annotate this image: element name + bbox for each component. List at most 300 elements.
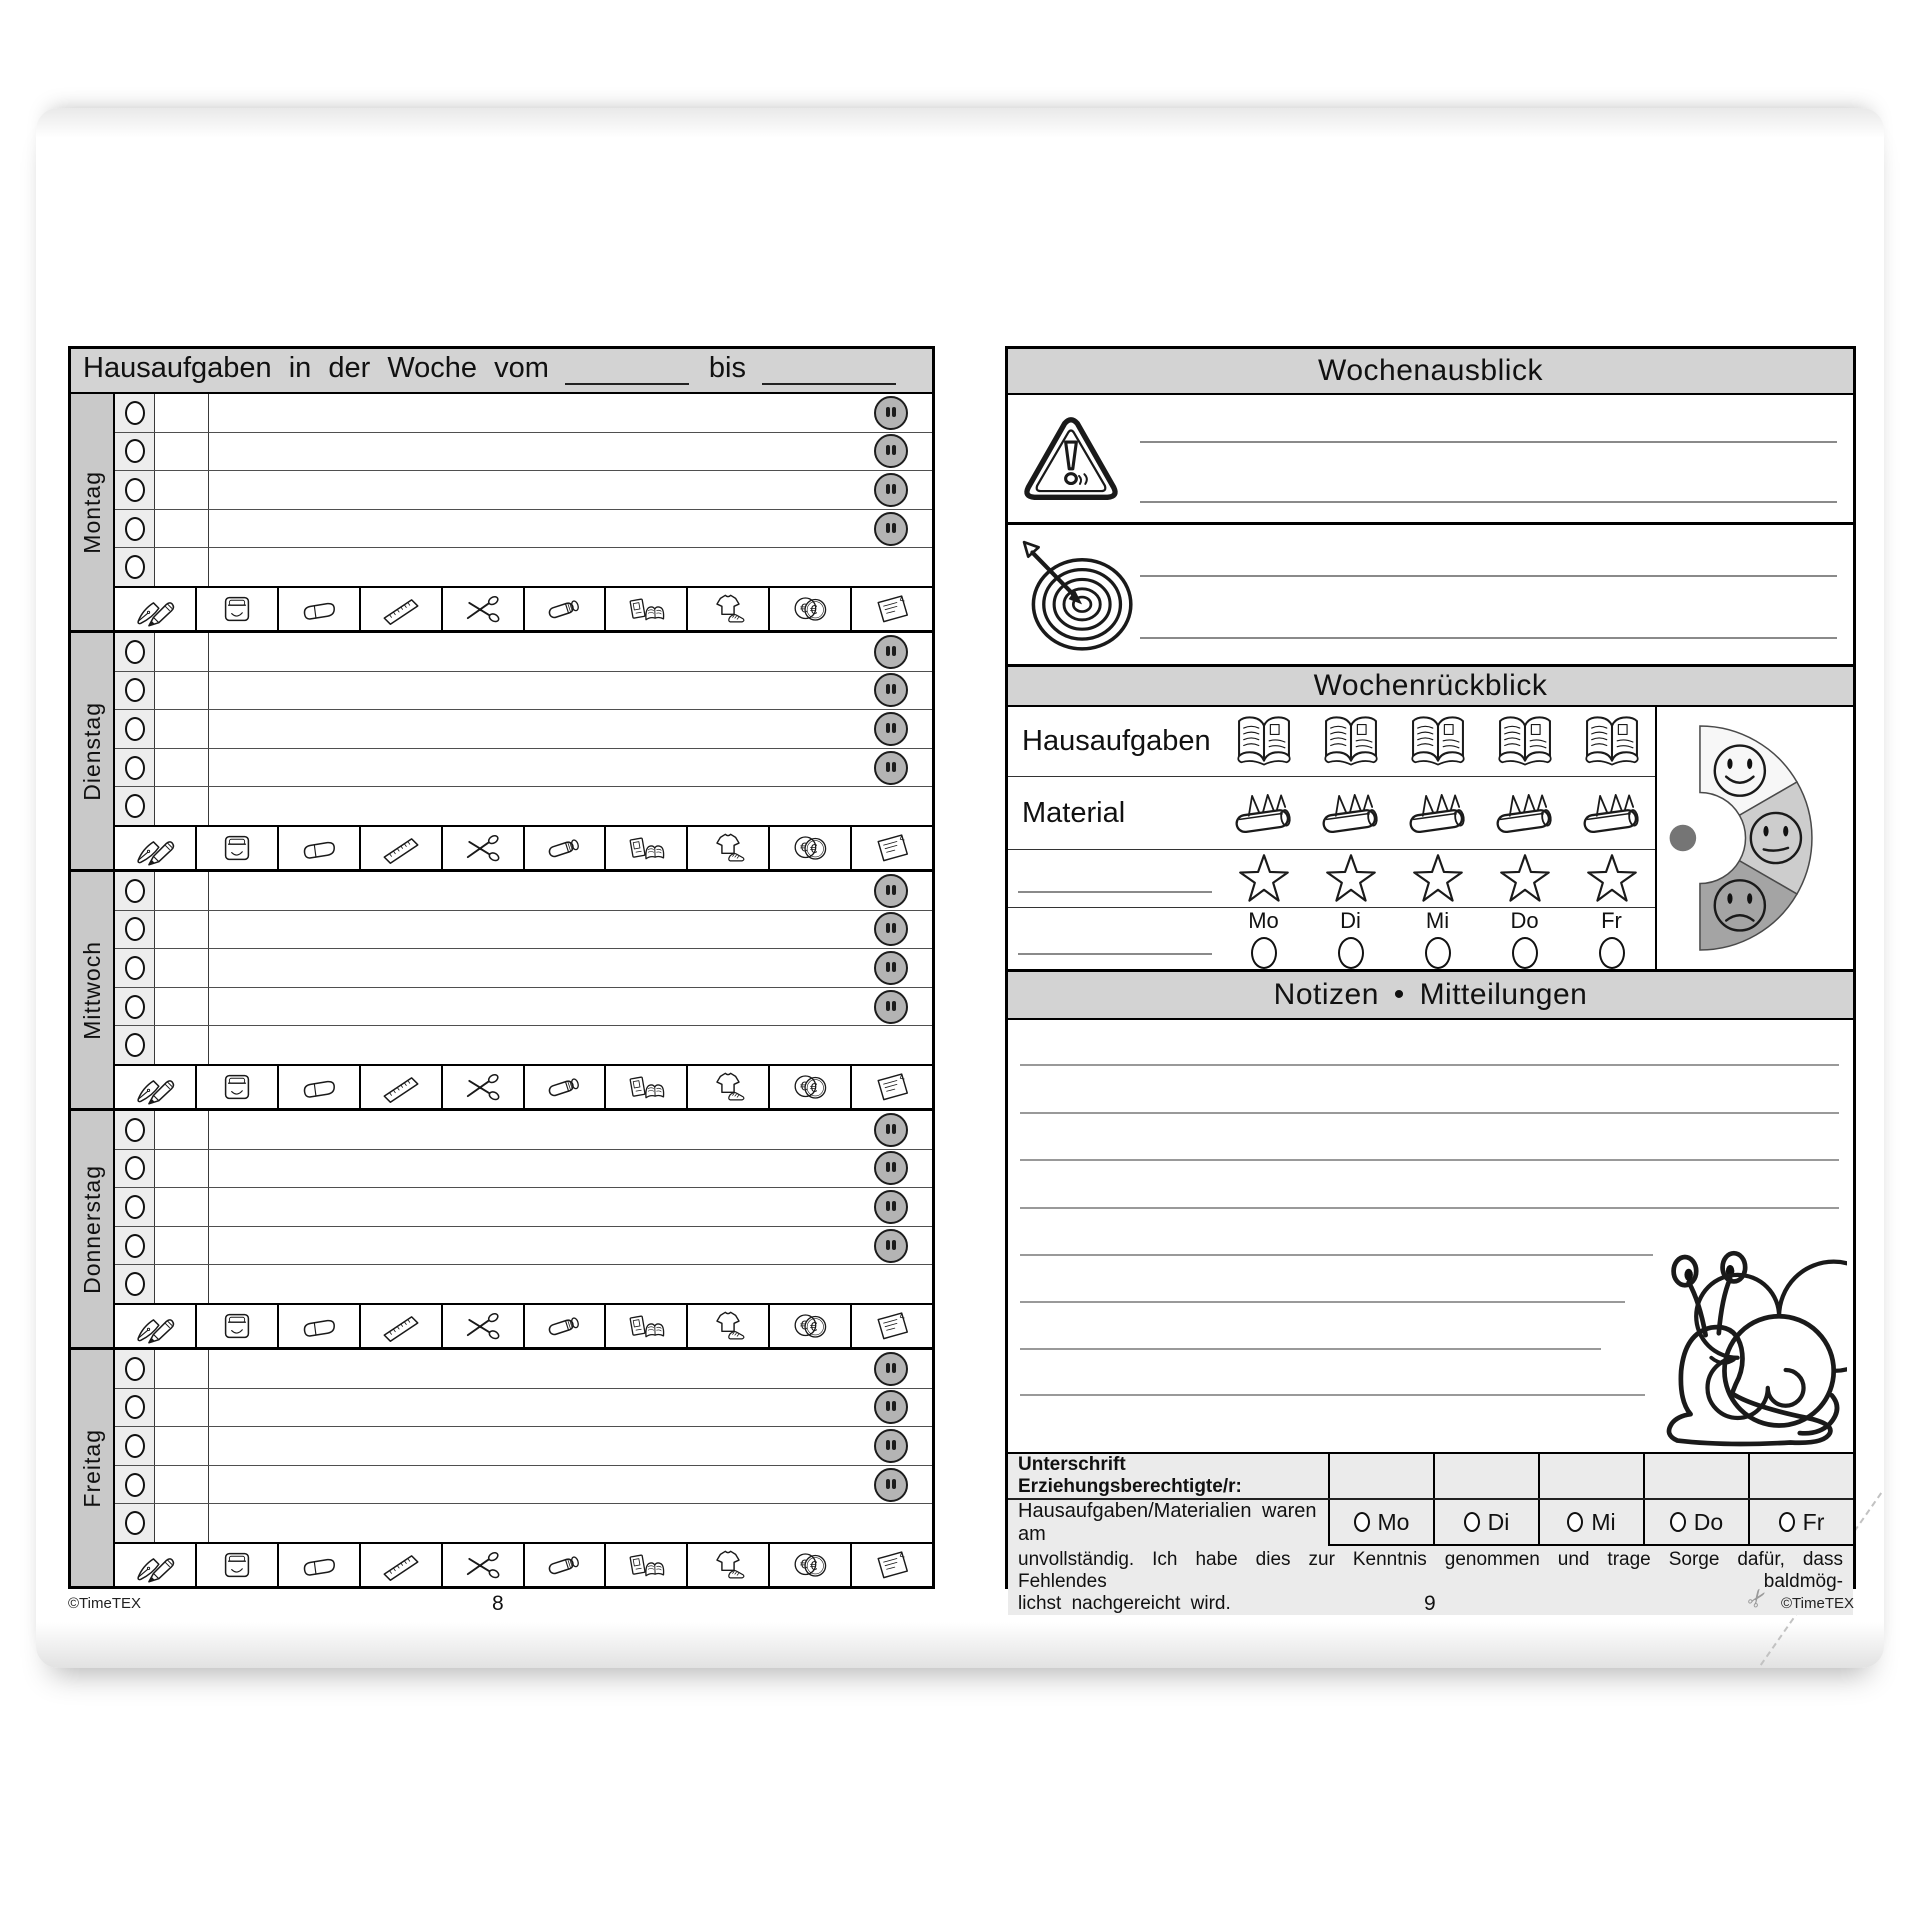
homework-write-line[interactable]	[209, 1188, 932, 1226]
mood-wheel[interactable]	[1655, 707, 1853, 969]
day-block-donnerstag	[71, 1108, 932, 1347]
smiley-icon[interactable]	[874, 1352, 908, 1386]
smiley-icon[interactable]	[874, 635, 908, 669]
statement-line-1: unvollständig. Ich habe dies zur Kenntnis genommen und trage Sorge dafür, dass Fehlendes baldmög-	[1018, 1549, 1843, 1592]
star-icon	[1568, 852, 1655, 906]
check-circle[interactable]	[125, 1234, 145, 1258]
check-circle[interactable]	[125, 555, 145, 579]
weekday-column-do	[1481, 908, 1568, 969]
done-checkbox[interactable]	[115, 548, 155, 586]
day-check-circle[interactable]	[1670, 1512, 1686, 1532]
open-book-icon	[1394, 713, 1481, 771]
done-checkbox[interactable]	[115, 1504, 155, 1542]
pen-and-pencil-icon	[115, 1066, 197, 1108]
euro-coins-icon	[770, 588, 852, 630]
signature-cell[interactable]	[1748, 1454, 1853, 1498]
homework-write-line[interactable]	[209, 633, 932, 671]
day-block-mittwoch	[71, 869, 932, 1108]
day-option-label: Do	[1693, 1508, 1724, 1535]
homework-write-line[interactable]	[209, 911, 932, 949]
note-icon	[852, 588, 932, 630]
smiley-icon[interactable]	[874, 1429, 908, 1463]
week-review	[1008, 707, 1853, 972]
books-icon	[606, 1305, 688, 1347]
homework-row[interactable]	[115, 471, 932, 510]
pen-and-pencil-icon	[115, 1305, 197, 1347]
smiley-icon[interactable]	[874, 712, 908, 746]
subject-cell[interactable]	[155, 633, 209, 671]
subject-cell[interactable]	[155, 749, 209, 787]
day-status-circle[interactable]	[1425, 937, 1451, 969]
homework-row[interactable]	[115, 672, 932, 711]
eraser-icon	[279, 1305, 361, 1347]
smiley-icon[interactable]	[874, 1113, 908, 1147]
subject-cell[interactable]	[155, 471, 209, 509]
subject-cell[interactable]	[155, 433, 209, 471]
incomplete-day-fr[interactable]	[1748, 1500, 1853, 1546]
day-check-circle[interactable]	[1567, 1512, 1583, 1532]
subject-cell[interactable]	[155, 1427, 209, 1465]
smiley-icon[interactable]	[874, 874, 908, 908]
sharpener-icon	[197, 1544, 279, 1586]
homework-write-line[interactable]	[209, 1026, 932, 1064]
homework-row[interactable]	[115, 949, 932, 988]
smiley-icon[interactable]	[874, 1390, 908, 1424]
homework-row[interactable]	[115, 1111, 932, 1150]
day-option-label: Di	[1487, 1508, 1510, 1535]
check-circle[interactable]	[125, 995, 145, 1019]
blank-label-line[interactable]	[1018, 891, 1212, 893]
pen-and-pencil-icon	[115, 827, 197, 869]
date-from-blank[interactable]	[565, 381, 689, 385]
scissors-icon	[443, 1066, 525, 1108]
writing-line[interactable]	[1140, 501, 1837, 503]
homework-row[interactable]	[115, 633, 932, 672]
day-label	[71, 633, 115, 869]
done-checkbox[interactable]	[115, 1188, 155, 1226]
day-label-text: Mittwoch	[78, 940, 105, 1040]
day-label-text: Freitag	[78, 1428, 105, 1508]
homework-row[interactable]	[115, 1504, 932, 1542]
smiley-icon[interactable]	[874, 951, 908, 985]
brand-right: ©TimeTEX	[1781, 1595, 1855, 1612]
ruler-icon	[361, 1544, 443, 1586]
writing-line[interactable]	[1020, 1207, 1839, 1209]
homework-row[interactable]	[115, 1265, 932, 1303]
pencil-case-icon	[1481, 786, 1568, 840]
glue-stick-icon	[525, 1544, 607, 1586]
eraser-icon	[279, 588, 361, 630]
blank-label-line[interactable]	[1018, 953, 1212, 955]
left-page	[68, 346, 935, 1589]
outlook-warning-section	[1008, 395, 1853, 525]
check-circle[interactable]	[125, 401, 145, 425]
pen-and-pencil-icon	[115, 1544, 197, 1586]
note-icon	[852, 1066, 932, 1108]
eraser-icon	[279, 1544, 361, 1586]
homework-row[interactable]	[115, 548, 932, 586]
writing-line[interactable]	[1020, 1064, 1839, 1066]
smiley-icon[interactable]	[874, 1151, 908, 1185]
homework-row[interactable]	[115, 510, 932, 549]
subject-cell[interactable]	[155, 1188, 209, 1226]
check-circle[interactable]	[125, 917, 145, 941]
homework-row[interactable]	[115, 1466, 932, 1505]
check-circle[interactable]	[125, 1395, 145, 1419]
homework-write-line[interactable]	[209, 510, 932, 548]
statement-intro: Hausaufgaben/Materialien waren am	[1018, 1500, 1317, 1545]
done-checkbox[interactable]	[115, 471, 155, 509]
homework-write-line[interactable]	[209, 1111, 932, 1149]
smiley-icon[interactable]	[874, 512, 908, 546]
smiley-icon[interactable]	[874, 673, 908, 707]
check-circle[interactable]	[125, 1118, 145, 1142]
materials-icon-row	[115, 1064, 932, 1108]
materials-icon-row	[115, 586, 932, 630]
homework-row[interactable]	[115, 1427, 932, 1466]
scissors-icon	[443, 1305, 525, 1347]
star-icon	[1307, 852, 1394, 906]
euro-coins-icon	[770, 1544, 852, 1586]
day-block-freitag	[71, 1347, 932, 1586]
page-title	[71, 349, 932, 394]
check-circle[interactable]	[125, 1473, 145, 1497]
done-checkbox[interactable]	[115, 1389, 155, 1427]
open-book-icon	[1481, 713, 1568, 771]
done-checkbox[interactable]	[115, 433, 155, 471]
day-block-montag	[71, 394, 932, 630]
done-checkbox[interactable]	[115, 633, 155, 671]
star-icon	[1220, 852, 1307, 906]
homework-row[interactable]	[115, 1350, 932, 1389]
scissors-icon	[443, 827, 525, 869]
done-checkbox[interactable]	[115, 1227, 155, 1265]
glue-stick-icon	[525, 827, 607, 869]
check-circle[interactable]	[125, 640, 145, 664]
homework-row[interactable]	[115, 1026, 932, 1064]
done-checkbox[interactable]	[115, 872, 155, 910]
check-circle[interactable]	[125, 1033, 145, 1057]
check-circle[interactable]	[125, 1434, 145, 1458]
writing-line[interactable]	[1020, 1348, 1601, 1350]
open-book-icon	[1307, 713, 1394, 771]
ruler-icon	[361, 1066, 443, 1108]
homework-row[interactable]	[115, 911, 932, 950]
done-checkbox[interactable]	[115, 710, 155, 748]
done-checkbox[interactable]	[115, 911, 155, 949]
done-checkbox[interactable]	[115, 988, 155, 1026]
done-checkbox[interactable]	[115, 672, 155, 710]
done-checkbox[interactable]	[115, 787, 155, 825]
date-to-blank[interactable]	[762, 381, 896, 385]
incomplete-day-di[interactable]	[1433, 1500, 1538, 1546]
note-icon	[852, 827, 932, 869]
done-checkbox[interactable]	[115, 1265, 155, 1303]
subject-cell[interactable]	[155, 1227, 209, 1265]
homework-write-line[interactable]	[209, 1350, 932, 1388]
check-circle[interactable]	[125, 879, 145, 903]
subject-cell[interactable]	[155, 1466, 209, 1504]
pen-and-pencil-icon	[115, 588, 197, 630]
homework-write-line[interactable]	[209, 433, 932, 471]
check-circle[interactable]	[125, 794, 145, 818]
day-label	[71, 872, 115, 1108]
check-circle[interactable]	[125, 1195, 145, 1219]
done-checkbox[interactable]	[115, 510, 155, 548]
title-bis-label: bis	[708, 352, 746, 384]
smiley-icon[interactable]	[874, 1229, 908, 1263]
signature-label: Unterschrift Erziehungsberechtigte/r:	[1018, 1454, 1242, 1497]
pencil-case-icon	[1220, 786, 1307, 840]
homework-write-line[interactable]	[209, 988, 932, 1026]
check-circle[interactable]	[125, 1511, 145, 1535]
scissors-icon	[443, 588, 525, 630]
homework-write-line[interactable]	[209, 1265, 932, 1303]
materials-icon-row	[115, 1303, 932, 1347]
subject-cell[interactable]	[155, 1350, 209, 1388]
day-option-label: Mo	[1377, 1508, 1410, 1535]
glue-stick-icon	[525, 1066, 607, 1108]
planner-sheet	[36, 108, 1884, 1668]
done-checkbox[interactable]	[115, 394, 155, 432]
wheel-pivot-dot	[1670, 825, 1697, 852]
writing-line[interactable]	[1020, 1254, 1653, 1256]
writing-line[interactable]	[1020, 1159, 1839, 1161]
day-status-circle[interactable]	[1338, 937, 1364, 969]
homework-write-line[interactable]	[209, 1227, 932, 1265]
homework-write-line[interactable]	[209, 1150, 932, 1188]
homework-write-line[interactable]	[209, 1504, 932, 1542]
check-circle[interactable]	[125, 517, 145, 541]
check-circle[interactable]	[125, 439, 145, 463]
day-label	[71, 1350, 115, 1586]
sharpener-icon	[197, 827, 279, 869]
done-checkbox[interactable]	[115, 1150, 155, 1188]
done-checkbox[interactable]	[115, 1427, 155, 1465]
smiley-icon[interactable]	[874, 396, 908, 430]
page-number-left: 8	[492, 1592, 504, 1615]
check-circle[interactable]	[125, 478, 145, 502]
smiley-icon[interactable]	[874, 473, 908, 507]
day-label-text: Montag	[78, 470, 105, 554]
sport-clothes-icon	[688, 1305, 770, 1347]
done-checkbox[interactable]	[115, 749, 155, 787]
euro-coins-icon	[770, 1305, 852, 1347]
ruler-icon	[361, 588, 443, 630]
homework-row[interactable]	[115, 1227, 932, 1266]
incomplete-day-do[interactable]	[1643, 1500, 1748, 1546]
subject-cell[interactable]	[155, 1026, 209, 1064]
homework-write-line[interactable]	[209, 749, 932, 787]
weekday-label: Fr	[1601, 908, 1622, 933]
weekday-column-mo	[1220, 908, 1307, 969]
homework-row[interactable]	[115, 872, 932, 911]
writing-line[interactable]	[1140, 575, 1837, 577]
homework-row[interactable]	[115, 1150, 932, 1189]
subject-cell[interactable]	[155, 911, 209, 949]
writing-line[interactable]	[1140, 441, 1837, 443]
ruler-icon	[361, 827, 443, 869]
homework-row[interactable]	[115, 749, 932, 788]
open-book-icon	[1568, 713, 1655, 771]
sport-clothes-icon	[688, 1066, 770, 1108]
homework-row[interactable]	[115, 394, 932, 433]
day-check-circle[interactable]	[1354, 1512, 1370, 1532]
warning-triangle-icon	[1022, 413, 1120, 505]
books-icon	[606, 1066, 688, 1108]
review-row-label: Hausaufgaben	[1022, 725, 1211, 757]
check-circle[interactable]	[125, 1272, 145, 1296]
glue-stick-icon	[525, 1305, 607, 1347]
ruler-icon	[361, 1305, 443, 1347]
day-status-circle[interactable]	[1599, 937, 1625, 969]
weekday-label: Mi	[1425, 908, 1450, 933]
euro-coins-icon	[770, 827, 852, 869]
title-text: Hausaufgaben in der Woche vom	[83, 352, 549, 384]
pencil-case-icon	[1394, 786, 1481, 840]
weekday-label: Mo	[1248, 908, 1279, 933]
check-circle[interactable]	[125, 717, 145, 741]
smiley-icon[interactable]	[874, 434, 908, 468]
smiley-icon[interactable]	[874, 1190, 908, 1224]
signature-cell[interactable]	[1433, 1454, 1538, 1498]
snail-icon	[1649, 1224, 1847, 1450]
weekday-column-fr	[1568, 908, 1655, 969]
subject-cell[interactable]	[155, 1504, 209, 1542]
subject-cell[interactable]	[155, 510, 209, 548]
glue-stick-icon	[525, 588, 607, 630]
smiley-icon[interactable]	[874, 1468, 908, 1502]
subject-cell[interactable]	[155, 1389, 209, 1427]
signature-cell[interactable]	[1538, 1454, 1643, 1498]
homework-row[interactable]	[115, 787, 932, 825]
materials-icon-row	[115, 825, 932, 869]
homework-write-line[interactable]	[209, 710, 932, 748]
notes-title: Notizen • Mitteilungen	[1008, 972, 1853, 1020]
homework-write-line[interactable]	[209, 872, 932, 910]
day-label-text: Dienstag	[78, 701, 105, 801]
eraser-icon	[279, 1066, 361, 1108]
done-checkbox[interactable]	[115, 1350, 155, 1388]
scissors-icon	[443, 1544, 525, 1586]
homework-write-line[interactable]	[209, 471, 932, 509]
star-icon	[1394, 852, 1481, 906]
smiley-icon[interactable]	[874, 990, 908, 1024]
sport-clothes-icon	[688, 1544, 770, 1586]
subject-cell[interactable]	[155, 872, 209, 910]
subject-cell[interactable]	[155, 1150, 209, 1188]
homework-row[interactable]	[115, 1188, 932, 1227]
done-checkbox[interactable]	[115, 949, 155, 987]
eraser-icon	[279, 827, 361, 869]
books-icon	[606, 588, 688, 630]
subject-cell[interactable]	[155, 394, 209, 432]
homework-row[interactable]	[115, 988, 932, 1027]
day-block-dienstag	[71, 630, 932, 869]
sharpener-icon	[197, 1305, 279, 1347]
homework-write-line[interactable]	[209, 949, 932, 987]
homework-write-line[interactable]	[209, 1389, 932, 1427]
scissors-cut-icon: ✂	[1741, 1582, 1775, 1615]
done-checkbox[interactable]	[115, 1111, 155, 1149]
subject-cell[interactable]	[155, 1265, 209, 1303]
smiley-icon[interactable]	[874, 751, 908, 785]
check-circle[interactable]	[125, 956, 145, 980]
homework-write-line[interactable]	[209, 1466, 932, 1504]
check-circle[interactable]	[125, 756, 145, 780]
check-circle[interactable]	[125, 1357, 145, 1381]
subject-cell[interactable]	[155, 787, 209, 825]
weekday-column-di	[1307, 908, 1394, 969]
review-title: Wochenrückblick	[1008, 667, 1853, 707]
day-status-circle[interactable]	[1251, 937, 1277, 969]
subject-cell[interactable]	[155, 1111, 209, 1149]
materials-icon-row	[115, 1542, 932, 1586]
subject-cell[interactable]	[155, 988, 209, 1026]
outlook-title: Wochenausblick	[1008, 349, 1853, 395]
homework-row[interactable]	[115, 433, 932, 472]
check-circle[interactable]	[125, 1156, 145, 1180]
pencil-case-icon	[1568, 786, 1655, 840]
done-checkbox[interactable]	[115, 1026, 155, 1064]
smiley-icon[interactable]	[874, 912, 908, 946]
weekday-label: Do	[1510, 908, 1539, 933]
subject-cell[interactable]	[155, 710, 209, 748]
sharpener-icon	[197, 588, 279, 630]
brand-left: ©TimeTEX	[68, 1595, 142, 1612]
weekday-column-mi	[1394, 908, 1481, 969]
day-label	[71, 394, 115, 630]
day-option-label: Mi	[1591, 1508, 1616, 1535]
dartboard-icon	[1022, 537, 1136, 653]
day-label-text: Donnerstag	[78, 1164, 105, 1294]
day-check-circle[interactable]	[1464, 1512, 1480, 1532]
writing-line[interactable]	[1020, 1301, 1625, 1303]
homework-row[interactable]	[115, 710, 932, 749]
done-checkbox[interactable]	[115, 1466, 155, 1504]
day-check-circle[interactable]	[1779, 1512, 1795, 1532]
signature-cell[interactable]	[1328, 1454, 1433, 1498]
books-icon	[606, 1544, 688, 1586]
homework-write-line[interactable]	[209, 1427, 932, 1465]
writing-line[interactable]	[1020, 1394, 1645, 1396]
subject-cell[interactable]	[155, 949, 209, 987]
check-circle[interactable]	[125, 678, 145, 702]
page-number-right: 9	[1424, 1592, 1436, 1615]
subject-cell[interactable]	[155, 672, 209, 710]
outlook-goal-section	[1008, 525, 1853, 667]
homework-write-line[interactable]	[209, 394, 932, 432]
day-blocks	[71, 394, 932, 1586]
day-status-circle[interactable]	[1512, 937, 1538, 969]
review-row-label: Material	[1022, 796, 1126, 829]
writing-line[interactable]	[1140, 637, 1837, 639]
signature-table	[1008, 1454, 1853, 1615]
weekday-label: Di	[1340, 908, 1361, 933]
subject-cell[interactable]	[155, 548, 209, 586]
day-option-label: Fr	[1802, 1508, 1825, 1535]
incomplete-day-mo[interactable]	[1328, 1500, 1433, 1546]
homework-write-line[interactable]	[209, 548, 932, 586]
incomplete-day-mi[interactable]	[1538, 1500, 1643, 1546]
sport-clothes-icon	[688, 588, 770, 630]
writing-line[interactable]	[1020, 1112, 1839, 1114]
euro-coins-icon	[770, 1066, 852, 1108]
homework-row[interactable]	[115, 1389, 932, 1428]
signature-cell[interactable]	[1643, 1454, 1748, 1498]
homework-write-line[interactable]	[209, 787, 932, 825]
homework-write-line[interactable]	[209, 672, 932, 710]
